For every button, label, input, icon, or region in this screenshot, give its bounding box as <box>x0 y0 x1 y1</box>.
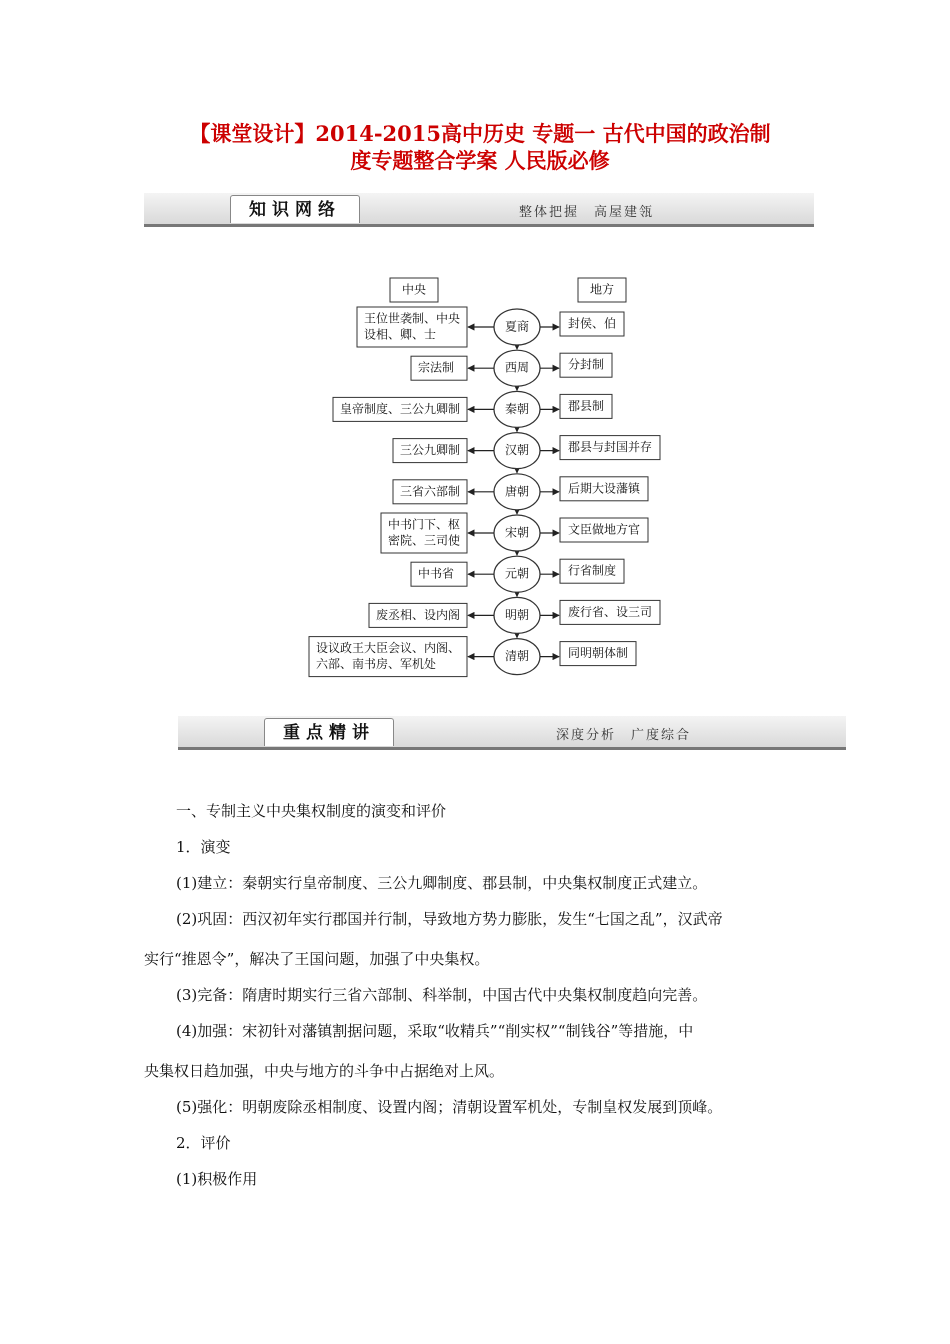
section-heading: 一、专制主义中央集权制度的演变和评价 <box>176 802 447 820</box>
paragraph-intensify: (5)强化：明朝废除丞相制度、设置内阁；清朝设置军机处，专制皇权发展到顶峰。 <box>176 1098 723 1116</box>
dynasty-label: 元朝 <box>504 566 530 581</box>
local-text: 郡县制 <box>568 398 605 413</box>
central-text: 设议政王大臣会议、内阁、 <box>316 641 461 656</box>
paragraph-consolidate: (2)巩固：西汉初年实行郡国并行制，导致地方势力膨胀，发生“七国之乱”，汉武帝 <box>176 910 723 928</box>
paragraph-consolidate-cont: 实行“推恩令”，解决了王国问题，加强了中央集权。 <box>144 950 490 968</box>
dynasty-label: 秦朝 <box>504 401 530 416</box>
central-text: 宗法制 <box>418 360 455 375</box>
subsection-evaluation: 2．评价 <box>176 1134 231 1152</box>
dynasty-label: 唐朝 <box>504 484 530 499</box>
central-text: 皇帝制度、三公九卿制 <box>340 401 461 416</box>
central-header: 中央 <box>401 282 427 297</box>
central-text: 废丞相、设内阁 <box>376 607 461 622</box>
central-text: 三省六部制 <box>400 484 461 499</box>
central-text: 王位世袭制、中央 <box>364 311 461 326</box>
central-text: 中书省 <box>418 566 455 581</box>
banner-tab: 重点精讲 <box>264 718 394 746</box>
local-text: 废行省、设三司 <box>568 604 653 619</box>
title-line-1: 【课堂设计】2014-2015高中历史 专题一 古代中国的政治制 <box>189 121 771 146</box>
local-text: 同明朝体制 <box>568 646 629 661</box>
local-header: 地方 <box>589 282 615 297</box>
paragraph-positive-role: (1)积极作用 <box>176 1170 258 1188</box>
central-text: 三公九卿制 <box>400 443 461 458</box>
lesson-body <box>144 0 814 1344</box>
local-text: 行省制度 <box>568 563 617 578</box>
paragraph-complete: (3)完备：隋唐时期实行三省六部制、科举制，中国古代中央集权制度趋向完善。 <box>176 986 708 1004</box>
central-text: 密院、三司使 <box>388 533 461 548</box>
local-text: 封侯、伯 <box>568 316 617 331</box>
local-text: 分封制 <box>568 357 605 372</box>
dynasty-label: 清朝 <box>504 649 530 664</box>
banner-subtitle: 整体把握 高屋建瓴 <box>518 205 654 220</box>
dynasty-label: 西周 <box>504 360 530 375</box>
dynasty-label: 夏商 <box>504 319 530 334</box>
paragraph-strengthen-cont: 央集权日趋加强，中央与地方的斗争中占据绝对上风。 <box>144 1062 505 1080</box>
title-line-2: 度专题整合学案 人民版必修 <box>350 148 610 173</box>
paragraph-establish: (1)建立：秦朝实行皇帝制度、三公九卿制度、郡县制，中央集权制度正式建立。 <box>176 874 708 892</box>
dynasty-label: 汉朝 <box>504 443 530 458</box>
subsection-evolution: 1．演变 <box>176 838 231 856</box>
local-text: 郡县与封国并存 <box>568 440 653 455</box>
local-text: 后期大设藩镇 <box>568 481 641 496</box>
banner-subtitle: 深度分析 广度综合 <box>555 728 691 743</box>
dynasty-label: 宋朝 <box>504 525 530 540</box>
central-text: 六部、南书房、军机处 <box>316 657 437 672</box>
central-text: 设相、卿、士 <box>364 327 437 342</box>
dynasty-label: 明朝 <box>504 607 530 622</box>
central-text: 中书门下、枢 <box>388 517 461 532</box>
paragraph-strengthen: (4)加强：宋初针对藩镇割据问题，采取“收精兵”“削实权”“制钱谷”等措施，中 <box>176 1022 694 1040</box>
local-text: 文臣做地方官 <box>568 522 641 537</box>
banner-tab: 知识网络 <box>230 195 360 223</box>
